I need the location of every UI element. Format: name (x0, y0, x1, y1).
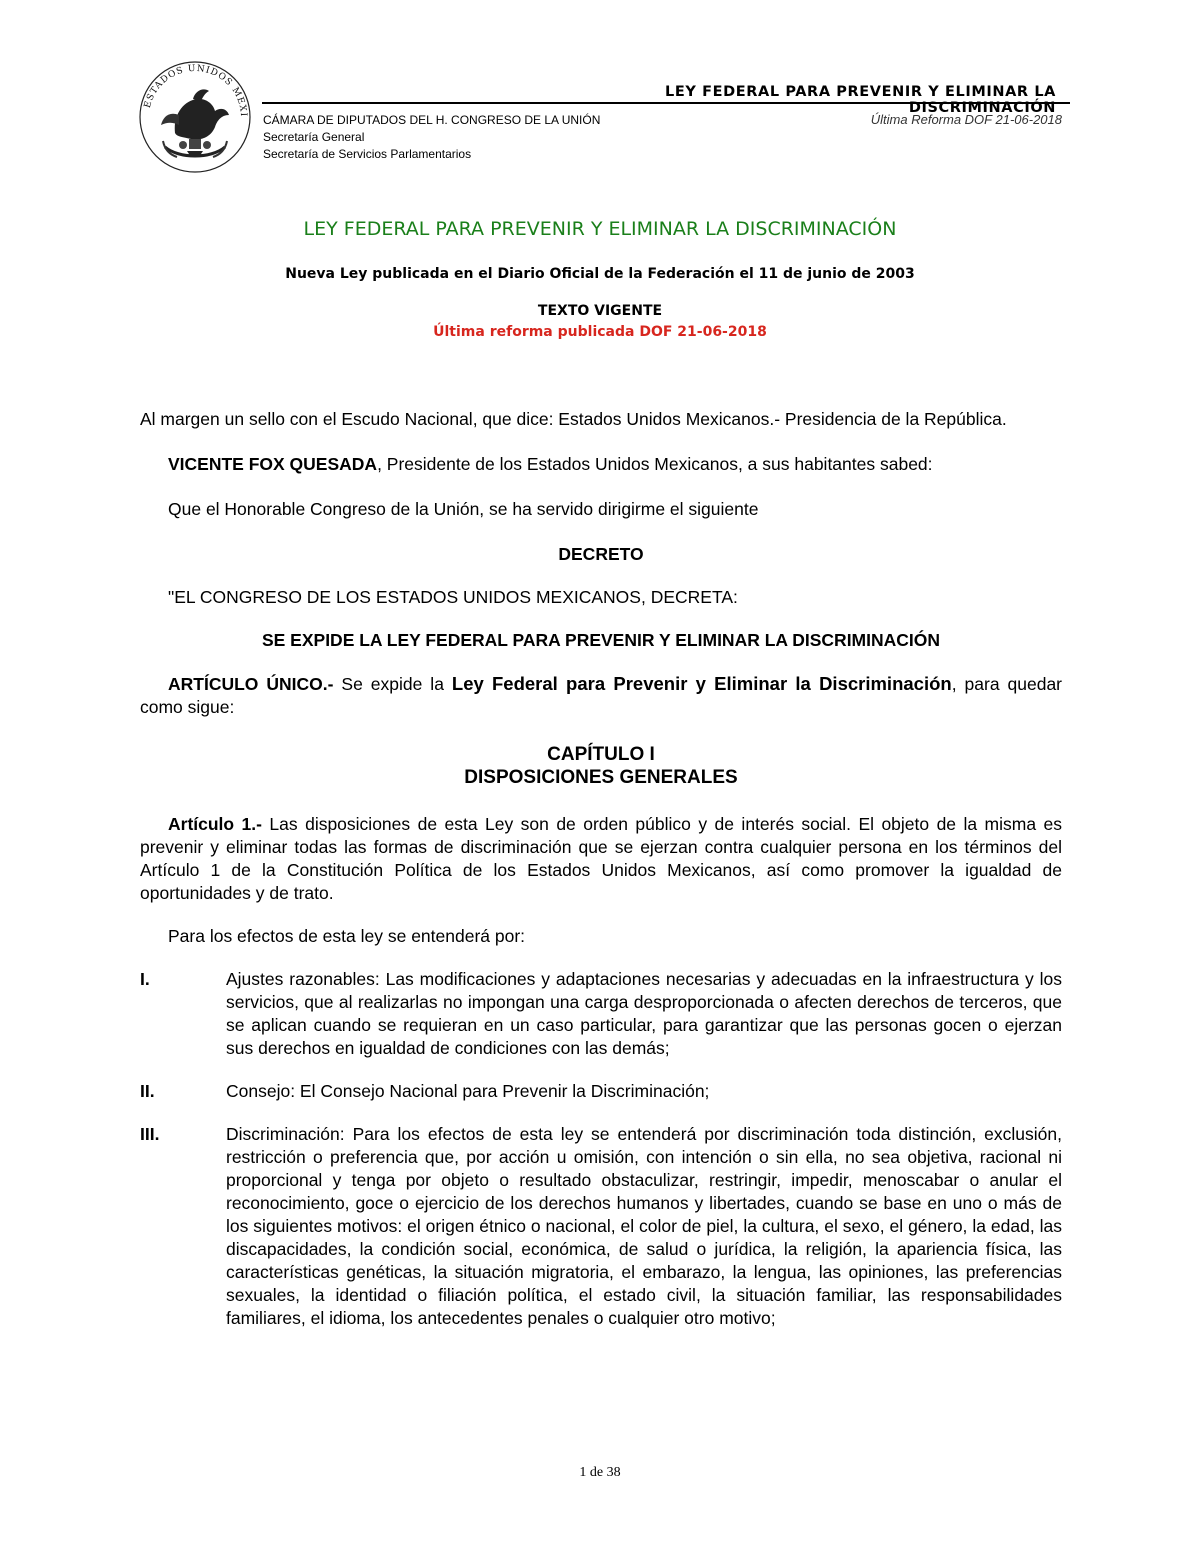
margin-note: Al margen un sello con el Escudo Nacional, que dice: Estados Unidos Mexicanos.- Presidencia de la República. (140, 409, 1007, 429)
svg-text:ESTADOS UNIDOS MEXICANOS: ESTADOS UNIDOS MEXI (142, 63, 249, 118)
list-item-text: Discriminación: Para los efectos de esta ley se entenderá por discriminación toda distinción, exclusión, restricción o preferencia que, por acción u omisión, con intención o sin ella, no sea objetiva, racional ni proporcional y tenga por objeto o resultado obstaculizar, restringir, impedir, menoscabar o anular el reconocimiento, goce o ejercicio de los derechos humanos y libertades, cuando se base en uno o más de los siguientes motivos: el origen étnico o nacional, el color de piel, la cultura, el sexo, el género, la edad, las discapacidades, la condición social, económica, de salud o jurídica, la religión, la apariencia física, las características genéticas, la situación migratoria, el embarazo, la lengua, las opiniones, las preferencias sexuales, la identidad o filiación política, el estado civil, la situación familiar, las responsabilidades familiares, el idioma, los antecedentes penales o cualquier otro motivo; (226, 1124, 1062, 1328)
president-paragraph (140, 453, 1062, 476)
header-org-chamber: CÁMARA DE DIPUTADOS DEL H. CONGRESO DE LA UNIÓN (263, 113, 601, 127)
list-item-number: I. (140, 969, 150, 989)
law-name: Ley Federal para Prevenir y Eliminar la Discriminación (451, 673, 952, 694)
chapter-title: DISPOSICIONES GENERALES (464, 767, 738, 788)
list-item (140, 968, 1062, 1060)
list-item (140, 1123, 1062, 1330)
expide-heading: SE EXPIDE LA LEY FEDERAL PARA PREVENIR Y ELIMINAR LA DISCRIMINACIÓN (261, 630, 941, 650)
publication-line: Nueva Ley publicada en el Diario Oficial de la Federación el 11 de junio de 2003 (285, 266, 915, 282)
list-item-number: III. (140, 1124, 160, 1144)
page-number: 1 de 38 (579, 1465, 621, 1480)
national-seal-logo (135, 55, 255, 175)
congress-paragraph: Que el Honorable Congreso de la Unión, se ha servido dirigirme el siguiente (168, 499, 759, 519)
decreto-heading: DECRETO (558, 544, 644, 564)
list-item-text: Consejo: El Consejo Nacional para Prevenir la Discriminación; (226, 1081, 710, 1101)
article-1-text: Las disposiciones de esta Ley son de orden público y de interés social. El objeto de la misma es prevenir y eliminar todas las formas de discriminación que se ejerzan contra cualquier persona en los términos del Artículo 1 de la Constitución Política de los Estados Unidos Mexicanos, así como promover la igualdad de oportunidades y de trato. (140, 814, 1062, 903)
articulo-unico-pre: Se expide la (333, 674, 452, 694)
articulo-unico-post: , para quedar como sigue: (140, 674, 1062, 717)
header-organization (263, 112, 600, 163)
articulo-unico-paragraph (140, 672, 1062, 719)
articulo-unico-label: ARTÍCULO ÚNICO.- (168, 674, 334, 694)
header-title: LEY FEDERAL PARA PREVENIR Y ELIMINAR LA DISCRIMINACIÓN (665, 84, 1056, 116)
president-name: VICENTE FOX QUESADA (168, 454, 378, 474)
header-org-services: Secretaría de Servicios Parlamentarios (263, 147, 472, 161)
definitions-intro: Para los efectos de esta ley se entenderá por: (168, 926, 526, 946)
article-1-paragraph (140, 813, 1062, 905)
status-text: TEXTO VIGENTE (537, 303, 663, 319)
decreta-paragraph: "EL CONGRESO DE LOS ESTADOS UNIDOS MEXICANOS, DECRETA: (168, 587, 738, 607)
document-title: LEY FEDERAL PARA PREVENIR Y ELIMINAR LA DISCRIMINACIÓN (303, 218, 897, 240)
president-text: , Presidente de los Estados Unidos Mexicanos, a sus habitantes sabed: (377, 454, 933, 474)
last-reform-line: Última reforma publicada DOF 21-06-2018 (433, 324, 767, 340)
header-last-reform: Última Reforma DOF 21-06-2018 (870, 112, 1062, 127)
header-divider (262, 102, 1070, 104)
header-org-secretariat: Secretaría General (263, 130, 365, 144)
list-item (140, 1080, 1062, 1103)
list-item-text: Ajustes razonables: Las modificaciones y adaptaciones necesarias y adecuadas en la infraestructura y los servicios, que al realizarlas no impongan una carga desproporcionada o afecten derechos de terceros, que se aplican cuando se requieran en un caso particular, para garantizar que las personas gocen o ejerzan sus derechos en igualdad de condiciones con las demás; (226, 969, 1062, 1058)
article-1-label: Artículo 1.- (168, 814, 262, 834)
chapter-heading: CAPÍTULO I (547, 744, 655, 765)
list-item-number: II. (140, 1081, 155, 1101)
document-body (140, 408, 1062, 1330)
